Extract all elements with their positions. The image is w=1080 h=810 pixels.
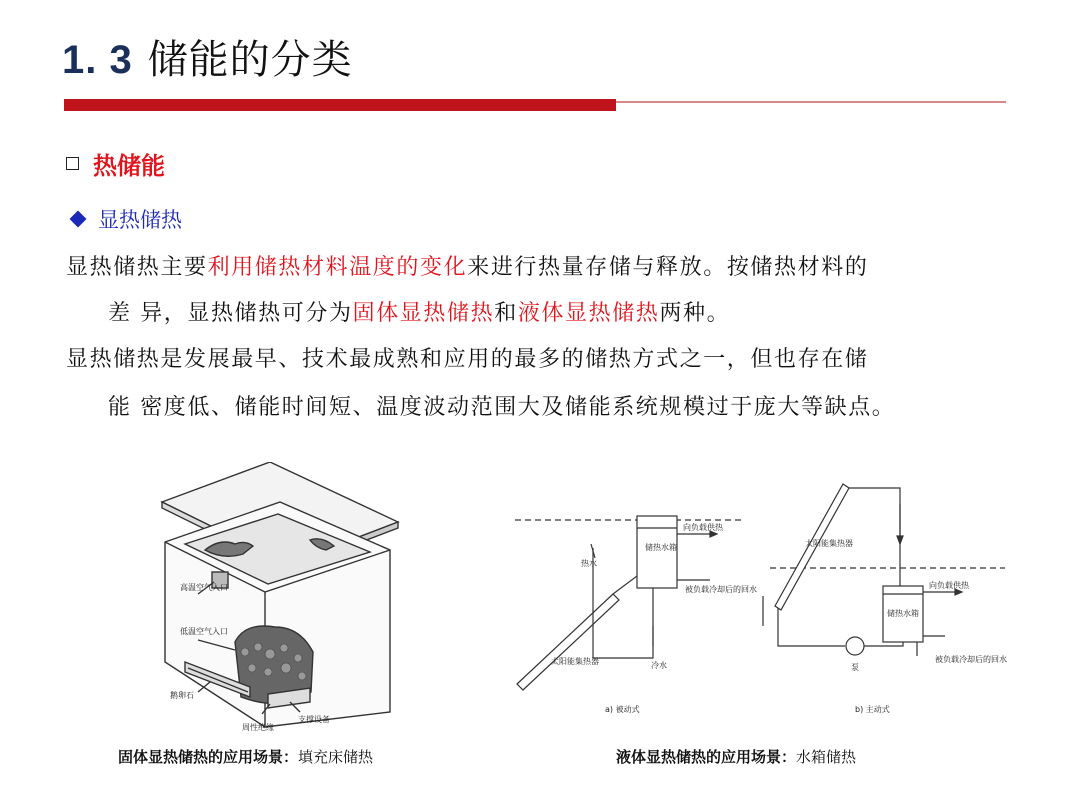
text-span: 两种。	[659, 301, 731, 326]
cold-air-label: 低温空气入口	[180, 627, 228, 636]
active-label: b) 主动式	[855, 705, 890, 714]
paragraph-2-line-2: 能 密度低、储能时间短、温度波动范围大及储能系统规模过于庞大等缺点。	[108, 395, 896, 420]
highlight-span: 利用储热材料温度的变化	[207, 255, 468, 280]
section-heading-text: 热储能	[93, 151, 165, 180]
pebble-label: 鹅卵石	[170, 691, 194, 700]
left-figure-caption	[118, 746, 373, 767]
water-tank-diagram	[505, 476, 1015, 726]
text-span: 差 异，显热储热可分为	[108, 301, 353, 326]
diamond-bullet-icon	[70, 211, 87, 228]
subsection-heading-text: 显热储热	[98, 208, 182, 232]
pump-label: 泵	[851, 663, 859, 672]
caption-text: 水箱储热	[796, 748, 857, 766]
return-label-b: 被负载冷却后的回水	[935, 655, 1007, 664]
tank-label-a: 储热水箱	[645, 543, 677, 552]
title-rule	[64, 99, 616, 111]
packed-bed-diagram	[150, 462, 400, 742]
page-title	[62, 28, 353, 85]
heat-load-label-a: 向负载供热	[683, 523, 723, 532]
caption-bold: 液体显热储热的应用场景：	[616, 748, 797, 766]
collector-label-b: 太阳能集热器	[805, 539, 853, 548]
title-text: 储能的分类	[147, 37, 353, 83]
cold-water-label: 冷水	[651, 661, 667, 670]
paragraph-1-line-1	[66, 250, 868, 281]
collector-label-a: 太阳能集热器	[551, 657, 599, 666]
square-bullet-icon	[66, 157, 79, 170]
return-label-a: 被负载冷却后的回水	[685, 585, 757, 594]
support-label: 支撑设备	[298, 715, 330, 724]
title-number: 1. 3	[62, 38, 133, 82]
caption-bold: 固体显热储热的应用场景：	[118, 748, 299, 766]
wall-label: 周性绝缘	[242, 723, 274, 732]
text-span: 显热储热主要	[66, 255, 208, 280]
highlight-span: 固体显热储热	[352, 301, 495, 326]
paragraph-2-line-1: 显热储热是发展最早、技术最成熟和应用的最多的储热方式之一，但也存在储	[66, 347, 869, 372]
passive-label: a) 被动式	[605, 705, 640, 714]
subsection-heading	[68, 204, 182, 234]
heat-load-label-b: 向负载供热	[929, 581, 969, 590]
title-rule-thin	[616, 101, 1006, 103]
right-figure-caption	[616, 746, 856, 767]
hot-air-label: 高温空气入口	[180, 583, 228, 592]
section-heading	[66, 146, 165, 181]
paragraph-1-line-2	[108, 296, 730, 327]
text-span: 来进行热量存储与释放。按储热材料的	[467, 255, 869, 280]
hot-water-label: 热水	[581, 559, 597, 568]
text-span: 和	[494, 301, 518, 326]
highlight-span: 液体显热储热	[517, 301, 660, 326]
tank-label-b: 储热水箱	[887, 609, 919, 618]
caption-text: 填充床储热	[298, 748, 374, 766]
